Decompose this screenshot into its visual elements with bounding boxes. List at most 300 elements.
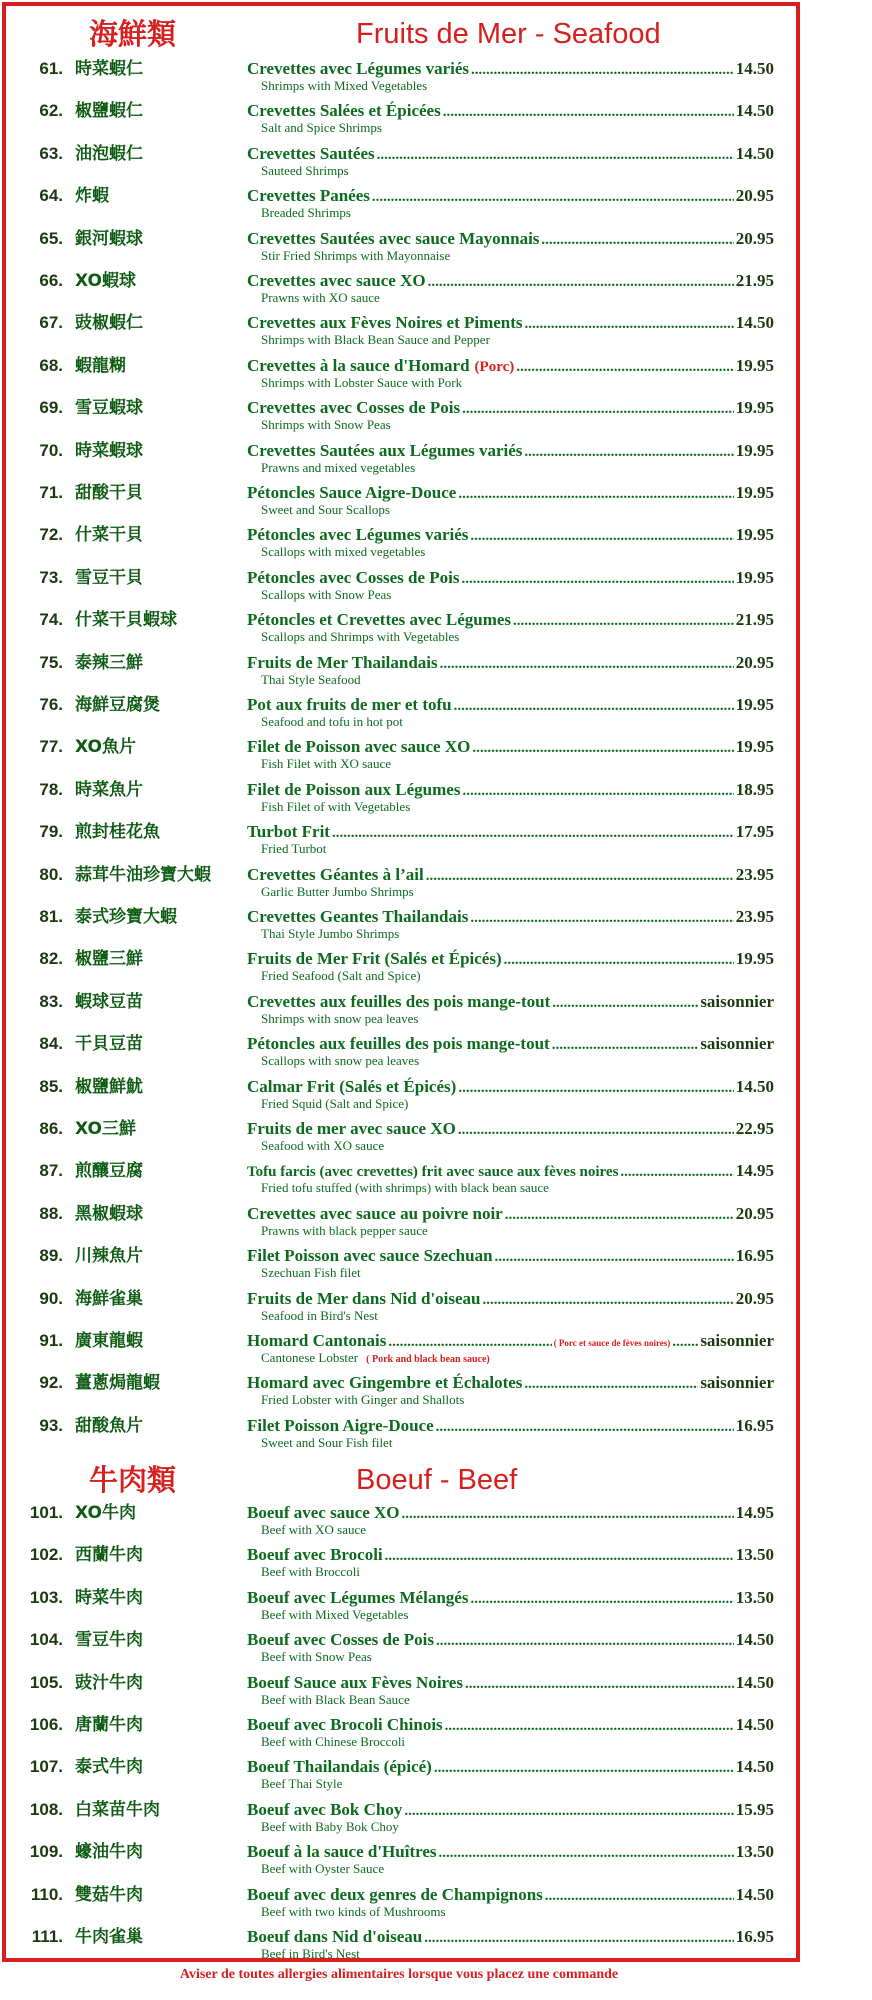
item-name-english [261,1392,464,1408]
leader-dots [458,1077,733,1099]
leader-dots [471,59,734,81]
item-name-french: Boeuf avec deux genres de Champignons [247,1884,543,1904]
item-name-english [261,205,351,221]
menu-item [6,1328,796,1370]
leader-dots [428,271,734,293]
item-english-text: Fish Filet with XO sauce [261,756,391,772]
menu-item [6,141,796,183]
item-name-chinese: 油泡蝦仁 [75,143,143,164]
leader-dots [482,1289,733,1311]
item-name-english [261,1053,419,1069]
item-number: 65. [39,228,63,248]
item-name-chinese: 甜酸魚片 [75,1415,143,1436]
beef-section-header [6,1460,804,1500]
item-price: 22.95 [735,1119,774,1138]
item-name-english [261,1350,490,1368]
menu-item [6,1031,796,1073]
item-english-note: ( Pork and black bean sauce) [366,1354,490,1365]
item-english-text: Shrimps with Lobster Sauce with Pork [261,374,463,390]
item-price: saisonnier [700,1373,774,1393]
item-name-french: Filet Poisson Aigre-Douce [247,1415,434,1435]
leader-dots [440,653,734,675]
item-number: 104. [29,1630,63,1650]
item-number: 90. [39,1288,63,1308]
item-number: 85. [39,1076,63,1096]
item-number: 75. [39,652,63,672]
leader-dots [402,1503,734,1525]
item-name-french: Homard avec Gingembre et Échalotes [247,1373,523,1393]
item-name-chinese: 雙菇牛肉 [75,1884,143,1905]
item-english-text: Cantonese Lobster [261,1350,359,1365]
item-name-chinese: 蝦龍糊 [75,355,126,376]
leader-dots [545,1885,734,1907]
item-name-english [261,1607,408,1623]
item-inline-note: ( Porc et sauce de fèves noires) [553,1338,671,1348]
item-english-text: Fried Turbot [261,841,327,857]
menu-item [6,1116,796,1158]
item-number: 93. [39,1415,63,1435]
item-number: 92. [39,1373,63,1393]
item-name-english [261,290,380,306]
item-name-english [261,1946,360,1962]
menu-item [6,1754,796,1796]
item-english-text: Scallops with mixed vegetables [261,544,426,560]
item-name-french: Crevettes Sautées aux Légumes variés [247,440,523,460]
item-name-chinese: 豉汁牛肉 [75,1672,143,1693]
menu-item [6,734,796,776]
leader-dots [541,229,733,251]
menu-item [6,1542,796,1584]
menu-frame [2,2,800,1962]
item-english-text: Beef with two kinds of Mushrooms [261,1903,446,1919]
item-name-chinese: XO蝦球 [75,271,136,291]
item-price: 16.95 [735,1927,774,1946]
item-name-english [261,163,349,179]
item-english-text: Scallops with snow pea leaves [261,1053,420,1069]
item-name-english [261,375,462,391]
item-name-french: Crevettes avec Cosses de Pois [247,398,461,418]
item-name-french: Tofu farcis (avec crevettes) frit avec sauce aux fèves noires [247,1164,619,1181]
item-number: 106. [29,1715,63,1734]
menu-item [6,692,796,734]
item-number: 101. [29,1503,63,1522]
leader-dots [524,441,733,463]
item-name-french: Crevettes avec Légumes variés [247,59,470,78]
leader-dots [495,1246,734,1268]
item-name-english [261,1180,549,1196]
item-english-text: Fried tofu stuffed (with shrimps) with black bean sauce [261,1180,549,1196]
menu-item [6,1882,796,1924]
item-price: 20.95 [735,652,774,672]
item-price: 14.50 [735,1672,774,1692]
item-name-chinese: 雪豆干貝 [75,567,143,588]
item-name-english [261,502,390,518]
item-english-text: Shrimps with Mixed Vegetables [261,78,428,93]
leader-dots [462,398,734,420]
item-name-english [261,672,361,688]
item-number: 69. [39,398,63,418]
item-price: 14.50 [735,313,774,333]
item-price: saisonnier [700,1331,774,1350]
item-english-text: Beef with Baby Bok Choy [261,1818,399,1834]
item-name-chinese: XO牛肉 [75,1503,136,1523]
item-name-english [261,884,414,900]
leader-dots [505,1204,734,1226]
menu-item [6,777,796,819]
menu-item [6,1797,796,1839]
menu-item [6,1585,796,1627]
leader-dots [424,1927,734,1949]
item-name-chinese: 豉椒蝦仁 [75,313,143,334]
leader-dots [470,1588,733,1610]
item-price: 19.95 [735,737,774,757]
item-number: 71. [39,483,63,502]
item-english-text: Scallops with Snow Peas [261,586,392,602]
item-name-french: Fruits de Mer Frit (Salés et Épicés) [247,949,502,969]
item-english-text: Beef with XO sauce [261,1522,367,1537]
item-name-french: Crevettes Salées et Épicées [247,101,441,121]
item-number: 80. [39,864,63,884]
item-price: 13.50 [735,1842,774,1862]
item-name-chinese: 海鮮雀巢 [75,1288,143,1309]
menu-item [6,1158,796,1200]
leader-dots [513,610,734,632]
item-english-text: Sauteed Shrimps [261,162,349,178]
allergy-notice: Aviser de toutes allergies alimentaires lorsque vous placez une commande [179,1967,619,1982]
leader-dots [472,737,733,759]
item-price: 19.95 [735,695,774,714]
leader-dots [436,1416,734,1438]
item-name-english [261,460,415,476]
item-name-chinese: 黑椒蝦球 [75,1203,143,1224]
item-name-french: Pétoncles avec Légumes variés [247,525,469,545]
item-price: 19.95 [735,567,774,587]
item-english-text: Beef with Oyster Sauce [261,1861,385,1877]
menu-item [6,1286,796,1328]
item-name-french: Boeuf avec Brocoli Chinois [247,1715,443,1734]
seafood-title-zh: 海鮮類 [89,17,177,51]
menu-item [6,1712,796,1754]
item-name-english [261,1522,366,1538]
leader-dots [465,1673,734,1695]
item-name-english [261,756,391,772]
item-name-english [261,1564,360,1580]
beef-title-zh: 牛肉類 [89,1463,177,1497]
item-name-english [261,968,421,984]
item-name-french: Fruits de Mer dans Nid d'oiseau [247,1288,481,1308]
item-price: 23.95 [735,907,774,926]
item-name-chinese: 時菜蝦球 [75,440,143,461]
leader-dots [445,1715,734,1737]
leader-dots [524,1373,698,1395]
item-name-french: Boeuf dans Nid d'oiseau [247,1927,423,1946]
leader-dots [458,483,733,505]
item-name-french: Crevettes avec sauce XO [247,271,426,290]
item-price: 19.95 [735,483,774,502]
menu-item [6,480,796,522]
item-name-chinese: 唐蘭牛肉 [75,1715,143,1735]
item-price: saisonnier [700,991,774,1011]
menu-item [6,1413,796,1455]
item-name-chinese: 時菜魚片 [75,779,143,800]
item-name-french: Pétoncles et Crevettes avec Légumes [247,610,512,630]
item-name-french: Homard Cantonais [247,1331,387,1350]
item-name-english [261,1096,408,1112]
leader-dots [443,101,734,123]
menu-item [6,1201,796,1243]
item-name-french: Filet Poisson avec sauce Szechuan [247,1246,493,1266]
item-name-chinese: 白菜苗牛肉 [75,1799,160,1820]
menu-item [6,1627,796,1669]
leader-dots [436,1630,734,1652]
leader-dots [672,1331,698,1353]
item-english-text: Beef with Snow Peas [261,1649,372,1665]
menu-item [6,56,796,98]
item-name-english [261,417,391,433]
item-price: 14.50 [735,1076,774,1096]
menu-item [6,819,796,861]
item-english-text: Scallops and Shrimps with Vegetables [261,629,460,645]
menu-item [6,1670,796,1712]
item-name-chinese: 蒜茸牛油珍寶大蝦 [75,864,211,885]
item-name-english [261,926,399,942]
item-name-english [261,544,425,560]
item-english-text: Shrimps with Snow Peas [261,417,391,433]
item-number: 103. [29,1587,63,1607]
leader-dots [377,144,734,166]
item-note: (Porc) [474,358,515,375]
item-name-french: Crevettes avec sauce au poivre noir [247,1203,503,1223]
item-english-text: Sweet and Sour Fish filet [261,1434,393,1450]
item-english-text: Fried Lobster with Ginger and Shallots [261,1392,465,1408]
item-price: 19.95 [735,525,774,545]
item-number: 109. [29,1842,63,1862]
seafood-title-en: Fruits de Mer - Seafood [356,18,661,50]
leader-dots [525,313,734,335]
item-english-text: Fish Filet of with Vegetables [261,798,411,814]
item-name-french: Crevettes Géantes à l’ail [247,864,424,884]
item-english-text: Prawns with black pepper sauce [261,1222,428,1238]
item-name-english [261,1734,405,1750]
item-price: 20.95 [735,186,774,206]
item-english-text: Thai Style Seafood [261,671,361,687]
item-name-chinese: XO魚片 [75,737,136,758]
item-name-chinese: 甜酸干貝 [75,483,143,503]
item-name-english [261,799,410,815]
item-name-chinese: 廣東龍蝦 [75,1331,143,1351]
item-number: 105. [29,1672,63,1692]
item-english-text: Stir Fried Shrimps with Mayonnaise [261,247,451,263]
item-english-text: Breaded Shrimps [261,205,351,221]
menu-item [6,565,796,607]
item-name-english [261,332,490,348]
item-name-english [261,1138,384,1154]
item-name-chinese: 牛肉雀巢 [75,1927,143,1947]
item-price: 21.95 [735,610,774,630]
item-english-text: Beef in Bird's Nest [261,1946,360,1961]
menu-item [6,98,796,140]
item-name-english [261,1819,399,1835]
item-number: 82. [39,949,63,969]
item-name-french: Turbot Frit [247,822,330,842]
menu-item [6,1924,796,1966]
item-name-french: Crevettes à la sauce d'Homard [247,355,470,375]
item-number: 67. [39,313,63,333]
leader-dots [372,186,734,208]
item-name-english [261,714,403,730]
item-price: 13.50 [735,1587,774,1607]
menu-item [6,395,796,437]
item-name-chinese: 川辣魚片 [75,1246,143,1267]
item-number: 89. [39,1246,63,1266]
item-name-chinese: 蠔油牛肉 [75,1842,143,1863]
item-name-english [261,1776,342,1792]
menu-item [6,438,796,480]
item-name-chinese: 薑蔥焗龍蝦 [75,1373,160,1394]
item-price: 17.95 [735,822,774,842]
item-name-chinese: 什菜干貝 [75,525,143,546]
menu-item [6,904,796,946]
item-name-french: Pétoncles avec Cosses de Pois [247,567,460,587]
leader-dots [620,1161,733,1183]
item-name-english [261,1692,410,1708]
item-english-text: Beef with Black Bean Sauce [261,1691,410,1707]
item-price: 19.95 [735,398,774,418]
item-name-french: Boeuf avec Légumes Mélangés [247,1587,469,1607]
leader-dots [462,780,733,802]
item-price: 14.50 [735,59,774,78]
item-english-text: Fried Seafood (Salt and Spice) [261,968,421,984]
menu-item [6,989,796,1031]
item-name-french: Boeuf Sauce aux Fèves Noires [247,1672,463,1692]
item-price: 14.50 [735,1715,774,1734]
item-name-english [261,248,450,264]
item-name-english [261,1011,418,1027]
item-number: 108. [29,1799,63,1819]
item-name-french: Boeuf avec sauce XO [247,1503,400,1522]
beef-title-en: Boeuf - Beef [356,1464,518,1496]
item-number: 86. [39,1119,63,1138]
menu-item [6,522,796,564]
item-name-english [261,1904,446,1920]
item-name-french: Boeuf Thailandais (épicé) [247,1757,432,1777]
item-name-english [261,1308,378,1324]
item-name-french: Filet de Poisson avec sauce XO [247,737,471,757]
item-price: 20.95 [735,1203,774,1223]
item-number: 74. [39,610,63,630]
item-name-french: Pot aux fruits de mer et tofu [247,695,452,714]
item-name-english [261,629,459,645]
item-number: 64. [39,186,63,206]
item-name-chinese: 時菜牛肉 [75,1587,143,1608]
item-number: 107. [29,1757,63,1777]
item-price: 23.95 [735,864,774,884]
item-english-text: Beef with Broccoli [261,1564,360,1580]
item-price: 20.95 [735,228,774,248]
item-price: 16.95 [735,1415,774,1435]
item-price: 21.95 [735,271,774,290]
item-name-french: Pétoncles Sauce Aigre-Douce [247,483,457,502]
item-number: 88. [39,1203,63,1223]
leader-dots [516,356,734,378]
item-price: 19.95 [735,355,774,375]
menu-item [6,1839,796,1881]
item-english-text: Prawns with XO sauce [261,290,380,305]
item-name-chinese: 椒鹽蝦仁 [75,101,143,122]
item-name-chinese: 雪豆蝦球 [75,398,143,419]
item-name-chinese: 泰辣三鮮 [75,652,143,673]
item-english-text: Garlic Butter Jumbo Shrimps [261,883,414,899]
item-name-chinese: 銀河蝦球 [75,228,143,249]
menu-item [6,226,796,268]
item-name-english [261,78,427,94]
item-name-chinese: 干貝豆苗 [75,1034,143,1055]
item-price: 13.50 [735,1545,774,1565]
item-english-text: Fried Squid (Salt and Spice) [261,1095,409,1111]
item-name-french: Crevettes Sautées avec sauce Mayonnais [247,228,540,248]
item-name-chinese: 泰式牛肉 [75,1757,143,1778]
item-name-french: Crevettes aux feuilles des pois mange-tout [247,991,551,1011]
item-name-french: Boeuf à la sauce d'Huîtres [247,1842,437,1862]
item-name-french: Pétoncles aux feuilles des pois mange-tout [247,1034,550,1054]
item-english-text: Salt and Spice Shrimps [261,120,382,136]
item-number: 62. [39,101,63,121]
item-number: 68. [39,355,63,375]
seafood-section-header [6,14,804,54]
menu-item [6,183,796,225]
item-price: 16.95 [735,1246,774,1266]
item-name-chinese: 海鮮豆腐煲 [75,695,160,715]
menu-item [6,1370,796,1412]
item-number: 102. [29,1545,63,1565]
item-name-chinese: XO三鮮 [75,1119,136,1139]
item-english-text: Thai Style Jumbo Shrimps [261,926,400,941]
item-english-text: Prawns and mixed vegetables [261,459,416,475]
menu-item [6,353,796,395]
menu-item [6,946,796,988]
item-name-chinese: 雪豆牛肉 [75,1630,143,1651]
item-name-french: Fruits de mer avec sauce XO [247,1119,456,1138]
item-name-chinese: 煎釀豆腐 [75,1161,143,1182]
item-english-text: Beef with Mixed Vegetables [261,1606,409,1622]
item-english-text: Beef with Chinese Broccoli [261,1734,406,1749]
item-number: 72. [39,525,63,545]
leader-dots [454,695,734,717]
item-name-english [261,1861,384,1877]
item-price: 14.50 [735,143,774,163]
item-number: 111. [31,1927,63,1946]
item-name-french: Boeuf avec Cosses de Pois [247,1630,434,1650]
item-number: 63. [39,143,63,163]
item-name-chinese: 時菜蝦仁 [75,59,143,79]
item-price: saisonnier [700,1034,774,1054]
item-name-chinese: 椒鹽三鮮 [75,949,143,970]
leader-dots [461,568,733,590]
menu-item [6,1243,796,1285]
item-price: 14.95 [735,1161,774,1181]
leader-dots [552,1034,699,1056]
menu-item [6,862,796,904]
leader-dots [458,1119,734,1141]
item-number: 84. [39,1034,63,1054]
item-number: 73. [39,567,63,587]
item-name-french: Boeuf avec Bok Choy [247,1799,403,1819]
menu-item [6,607,796,649]
leader-dots [552,992,698,1014]
leader-dots [404,1800,733,1822]
item-english-text: Shrimps with Black Bean Sauce and Pepper [261,332,490,348]
leader-dots [385,1545,734,1567]
